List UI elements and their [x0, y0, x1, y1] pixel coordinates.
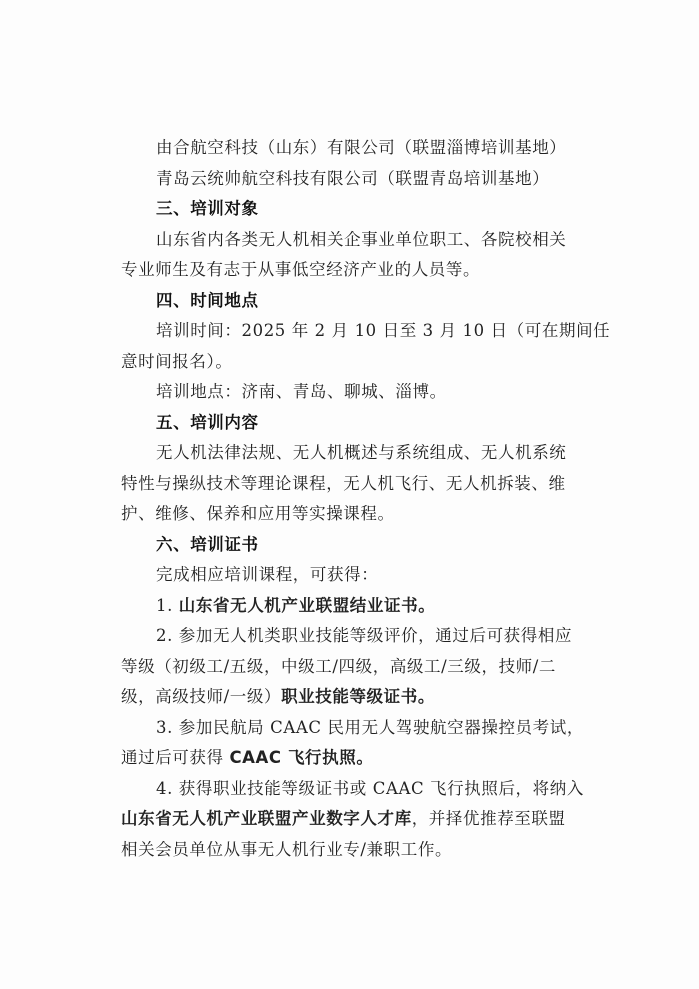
section-3-line-1: 山东省内各类无人机相关企事业单位职工、各院校相关 — [156, 229, 567, 249]
cert-item-1 — [121, 591, 601, 622]
section-3-line-2: 专业师生及有志于从事低空经济产业的人员等。 — [121, 260, 481, 279]
section-5-heading: 五、培训内容 — [156, 412, 259, 432]
section-5-line-2: 特性与操纵技术等理论课程，无人机飞行、无人机拆装、维 — [121, 473, 566, 493]
org-line-2: 青岛云统帅航空科技有限公司（联盟青岛培训基地） — [156, 168, 550, 188]
training-time-line-2: 意时间报名）。 — [121, 351, 233, 371]
cert-item-4-line-1: 4. 获得职业技能等级证书或 CAAC 飞行执照后，将纳入 — [156, 778, 584, 798]
org-line-1: 由合航空科技（山东）有限公司（联盟淄博培训基地） — [156, 138, 567, 157]
cert-item-4-title: 山东省无人机产业联盟产业数字人才库 — [121, 809, 412, 828]
section-6-heading: 六、培训证书 — [156, 534, 259, 554]
section-5-line-3: 护、维修、保养和应用等实操课程。 — [121, 504, 395, 523]
training-place-line: 培训地点：济南、青岛、聊城、淄博。 — [156, 382, 447, 401]
cert-item-2-line-3 — [121, 682, 601, 713]
cert-item-4-line-2 — [121, 804, 601, 835]
cert-item-1-title: 山东省无人机产业联盟结业证书。 — [178, 595, 436, 615]
cert-item-1-number: 1. — [156, 595, 179, 615]
cert-item-3-line-2 — [121, 743, 601, 774]
cert-item-2-line-1: 2. 参加无人机类职业技能等级评价，通过后可获得相应 — [156, 626, 573, 645]
cert-item-3-text: 通过后可获得 — [121, 748, 230, 767]
cert-item-3-line-1: 3. 参加民航局 CAAC 民用无人驾驶航空器操控员考试， — [156, 717, 584, 737]
cert-item-4-line-3: 相关会员单位从事无人机行业专/兼职工作。 — [121, 839, 453, 859]
section-3-heading: 三、培训对象 — [156, 199, 259, 218]
cert-item-2-line-2: 等级（初级工/五级，中级工/四级，高级工/三级，技师/二 — [121, 656, 557, 676]
cert-item-2-levels: 级，高级技师/一级） — [121, 687, 282, 706]
section-4-heading: 四、时间地点 — [156, 290, 259, 310]
section-5-line-1: 无人机法律法规、无人机概述与系统组成、无人机系统 — [156, 443, 567, 462]
cert-item-3-title: CAAC 飞行执照。 — [229, 748, 374, 767]
cert-item-4-text: ，并择优推荐至联盟 — [411, 809, 566, 828]
section-6-intro: 完成相应培训课程，可获得： — [156, 565, 379, 584]
training-time-line-1: 培训时间：2025 年 2 月 10 日至 3 月 10 日（可在期间任 — [156, 321, 611, 340]
cert-item-2-title: 职业技能等级证书。 — [281, 687, 435, 706]
document-body — [121, 133, 611, 865]
